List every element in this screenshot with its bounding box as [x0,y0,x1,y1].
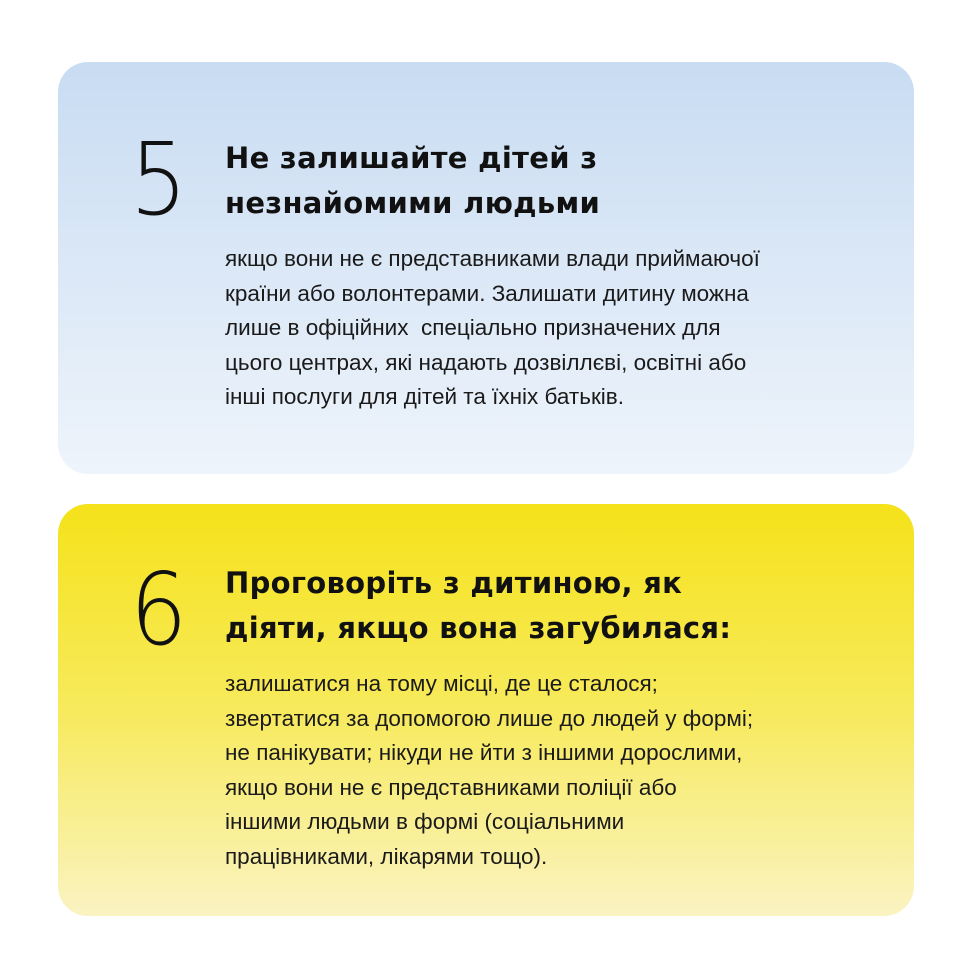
tip-description-line: якщо вони не є представниками поліції або [225,774,677,800]
tip-description-line: звертатися за допомогою лише до людей у формі; [225,705,754,731]
tip-title [225,561,825,651]
tip-title [225,136,785,226]
tip-number: 6 [130,551,188,668]
tip-title-line: незнайомими людьми [225,186,601,220]
tip-description [225,242,885,415]
tip-card-6 [58,504,914,916]
tip-title-line: Не залишайте дітей з [225,141,598,175]
tip-title-line: діяти, якщо вона загубилася: [225,611,732,645]
tip-description-line: іншими людьми в формі (соціальними [225,809,625,834]
tip-description-line: країни або волонтерами. Залишати дитину можна [225,280,749,306]
tip-description-line: не панікувати; нікуди не йти з іншими дорослими, [225,740,743,765]
tip-description-line: якщо вони не є представниками влади приймаючої [225,246,760,271]
tip-description-line: інші послуги для дітей та їхніх батьків. [225,384,624,409]
tip-description-line: працівниками, лікарями тощо). [225,843,548,869]
tip-description [225,667,865,874]
tip-description-line: залишатися на тому місці, де це сталося; [225,671,658,696]
tip-description-line: лише в офіційних спеціально призначених для [225,315,721,340]
tip-number: 5 [130,121,188,238]
tip-title-line: Проговоріть з дитиною, як [225,566,683,600]
tip-description-line: цього центрах, які надають дозвіллєві, освітні або [225,349,747,375]
tip-card-5 [58,62,914,474]
